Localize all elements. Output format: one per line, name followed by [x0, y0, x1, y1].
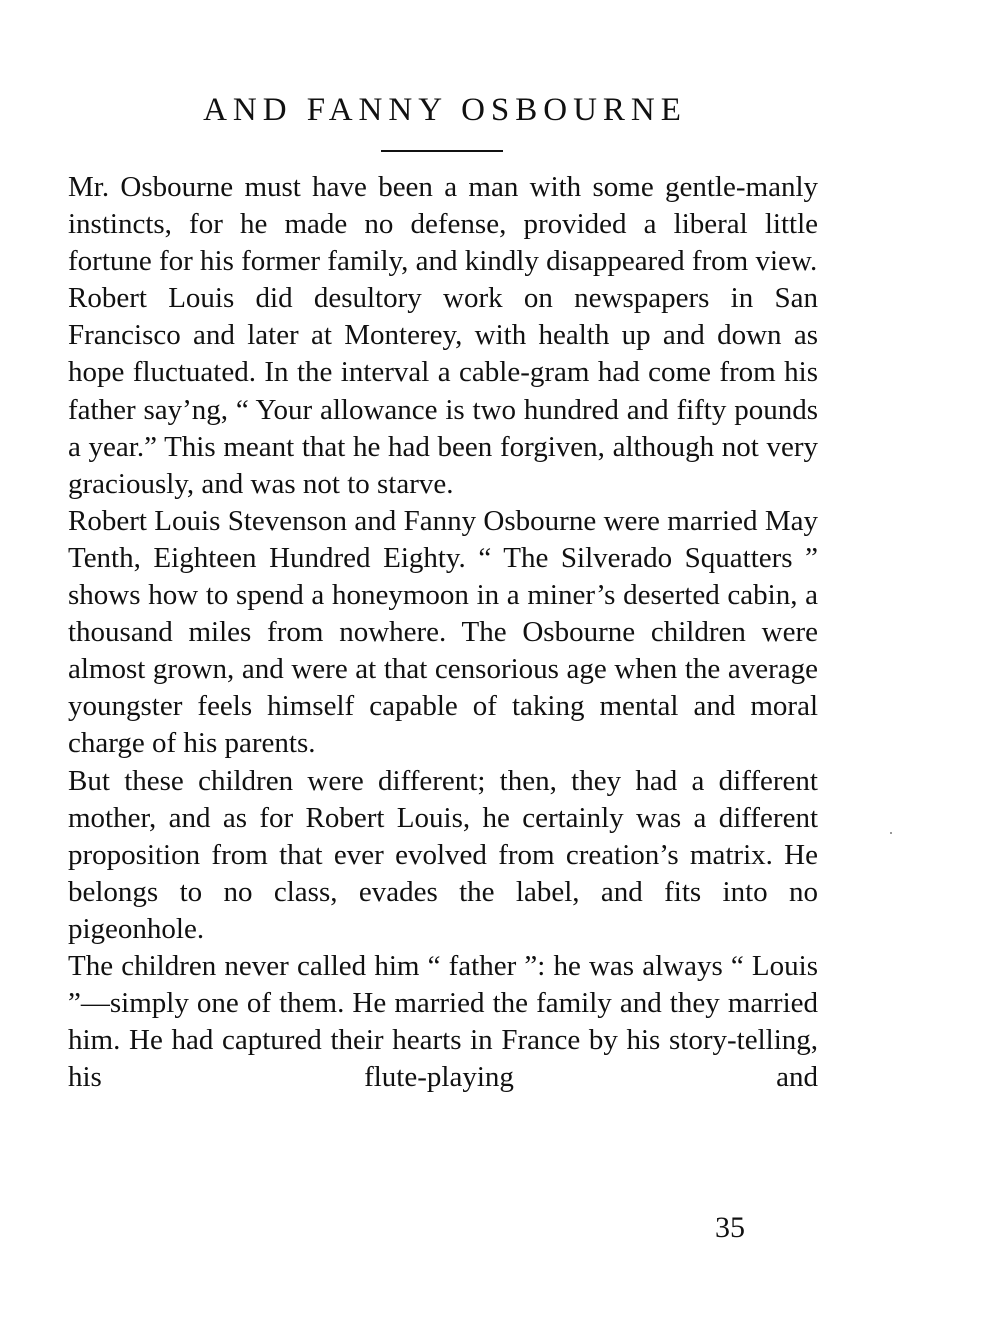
paragraph-1: Mr. Osbourne must have been a man with some gentle-manly instincts, for he made no defense, provided a liberal little fortune for his former family, and kindly disappeared from view. [68, 171, 818, 278]
running-head: AND FANNY OSBOURNE [203, 92, 687, 128]
paragraph-3: Robert Louis Stevenson and Fanny Osbourne were married May Tenth, Eighteen Hundred Eighty. “ The Silverado Squatters ” shows how to spend a honeymoon in a miner’s deserted cabin, a thousand miles from nowhere. The Osbourne children were almost grown, and were at that censorious age when the average youngster feels himself capable of taking mental and moral charge of his parents. [68, 504, 818, 760]
paragraph-5: The children never called him “ father ”: he was always “ Louis ”—simply one of them. He married the family and they married him. He had captured their hearts in France by his story-telling, his flute-playing and [68, 949, 818, 1094]
ink-speck [890, 832, 892, 834]
paragraph-2: Robert Louis did desultory work on newspapers in San Francisco and later at Monterey, with health up and down as hope fluctuated. In the interval a cable-gram had come from his father say’ng, “ Your allowance is two hundred and fifty pounds a year.” This meant that he had been forgiven, although not very graciously, and was not to starve. [68, 282, 818, 500]
paragraph-4: But these children were different; then, they had a different mother, and as for Robert Louis, he certainly was a different proposition from that ever evolved from creation’s matrix. He belongs to no class, evades the label, and fits into no pigeonhole. [68, 764, 818, 945]
head-rule [381, 150, 503, 152]
body-text [68, 169, 818, 1096]
page-number: 35 [715, 1211, 745, 1244]
